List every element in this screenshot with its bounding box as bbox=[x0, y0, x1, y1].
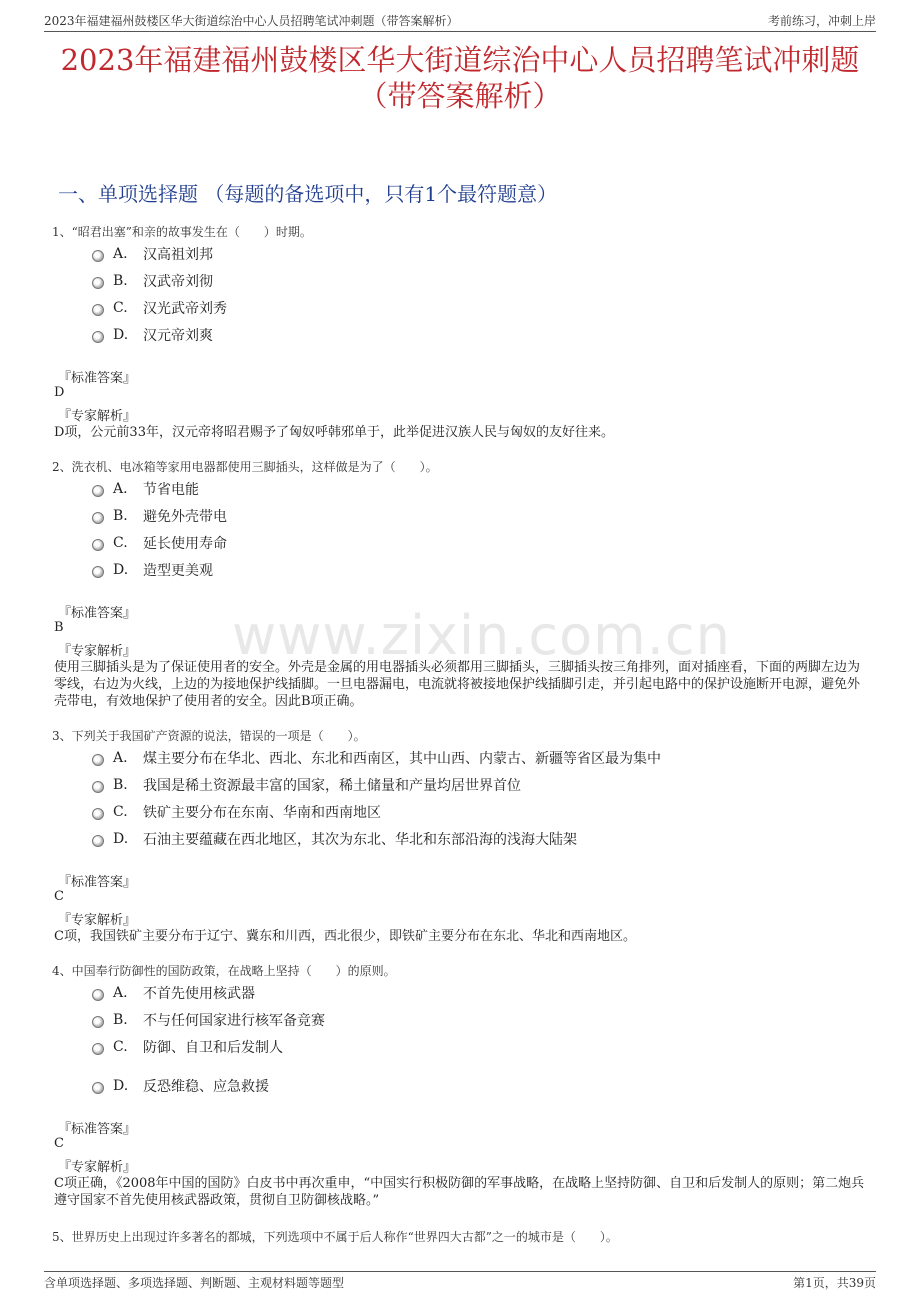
option-4b[interactable]: B. 不与任何国家进行核军备竞赛 bbox=[92, 1010, 325, 1030]
radio-icon[interactable] bbox=[92, 1043, 104, 1055]
option-1d[interactable]: D. 汉元帝刘爽 bbox=[92, 325, 213, 345]
radio-icon[interactable] bbox=[92, 304, 104, 316]
radio-icon[interactable] bbox=[92, 539, 104, 551]
answer-label: 『标准答案』 bbox=[58, 606, 137, 621]
radio-icon[interactable] bbox=[92, 250, 104, 262]
analysis-label: 『专家解析』 bbox=[58, 644, 137, 659]
footer-divider bbox=[44, 1271, 876, 1272]
option-1a[interactable]: A. 汉高祖刘邦 bbox=[92, 244, 213, 264]
watermark: www.zixin.com.cn bbox=[232, 604, 731, 667]
analysis-label: 『专家解析』 bbox=[58, 1160, 137, 1175]
option-2b[interactable]: B. 避免外壳带电 bbox=[92, 506, 227, 526]
question-1: 1、“昭君出塞”和亲的故事发生在（ ）时期。 bbox=[52, 225, 312, 239]
answer-value: D bbox=[54, 385, 65, 400]
radio-icon[interactable] bbox=[92, 566, 104, 578]
answer-label: 『标准答案』 bbox=[58, 875, 137, 890]
radio-icon[interactable] bbox=[92, 512, 104, 524]
radio-icon[interactable] bbox=[92, 485, 104, 497]
option-3d[interactable]: D. 石油主要蕴藏在西北地区，其次为东北、华北和东部沿海的浅海大陆架 bbox=[92, 829, 577, 849]
radio-icon[interactable] bbox=[92, 808, 104, 820]
answer-value: B bbox=[54, 620, 64, 635]
radio-icon[interactable] bbox=[92, 1016, 104, 1028]
analysis-label: 『专家解析』 bbox=[58, 913, 137, 928]
option-2c[interactable]: C. 延长使用寿命 bbox=[92, 533, 227, 553]
radio-icon[interactable] bbox=[92, 754, 104, 766]
radio-icon[interactable] bbox=[92, 989, 104, 1001]
page-title-line1: 2023年福建福州鼓楼区华大街道综治中心人员招聘笔试冲刺题 bbox=[60, 43, 860, 77]
option-1b[interactable]: B. 汉武帝刘彻 bbox=[92, 271, 213, 291]
analysis-label: 『专家解析』 bbox=[58, 409, 137, 424]
option-4c[interactable]: C. 防御、自卫和后发制人 bbox=[92, 1037, 283, 1057]
analysis-text: C项正确，《2008年中国的国防》白皮书中再次重申，“中国实行积极防御的军事战略，在战略上坚持防御、自卫和后发制人的原则；第二炮兵遵守国家不首先使用核武器政策，贯彻自卫防御核战略。” bbox=[54, 1176, 865, 1208]
question-4: 4、中国奉行防御性的国防政策，在战略上坚持（ ）的原则。 bbox=[52, 964, 396, 978]
radio-icon[interactable] bbox=[92, 835, 104, 847]
question-2: 2、洗衣机、电冰箱等家用电器都使用三脚插头，这样做是为了（ ）。 bbox=[52, 460, 438, 474]
answer-value: C bbox=[54, 1136, 64, 1151]
page-title-line2: （带答案解析） bbox=[358, 79, 562, 113]
option-2a[interactable]: A. 节省电能 bbox=[92, 479, 199, 499]
option-4d[interactable]: D. 反恐维稳、应急救援 bbox=[92, 1076, 269, 1096]
radio-icon[interactable] bbox=[92, 781, 104, 793]
option-1c[interactable]: C. 汉光武帝刘秀 bbox=[92, 298, 227, 318]
question-5: 5、世界历史上出现过许多著名的都城，下列选项中不属于后人称作“世界四大古都”之一的城市是（ ）。 bbox=[52, 1230, 618, 1244]
option-3b[interactable]: B. 我国是稀土资源最丰富的国家，稀土储量和产量均居世界首位 bbox=[92, 775, 521, 795]
option-3c[interactable]: C. 铁矿主要分布在东南、华南和西南地区 bbox=[92, 802, 381, 822]
option-3a[interactable]: A. 煤主要分布在华北、西北、东北和西南区，其中山西、内蒙古、新疆等省区最为集中 bbox=[92, 748, 661, 768]
option-4a[interactable]: A. 不首先使用核武器 bbox=[92, 983, 255, 1003]
answer-label: 『标准答案』 bbox=[58, 371, 137, 386]
radio-icon[interactable] bbox=[92, 331, 104, 343]
answer-value: C bbox=[54, 889, 64, 904]
page-number: 第1页，共39页 bbox=[793, 1276, 876, 1290]
header-slogan: 考前练习，冲刺上岸 bbox=[767, 14, 876, 28]
header-divider bbox=[44, 31, 876, 32]
option-2d[interactable]: D. 造型更美观 bbox=[92, 560, 213, 580]
analysis-text: C项，我国铁矿主要分布于辽宁、冀东和川西，西北很少，即铁矿主要分布在东北、华北和西南地区。 bbox=[54, 929, 636, 944]
page-title bbox=[0, 42, 920, 114]
radio-icon[interactable] bbox=[92, 277, 104, 289]
radio-icon[interactable] bbox=[92, 1082, 104, 1094]
footer-note: 含单项选择题、多项选择题、判断题、主观材料题等题型 bbox=[44, 1276, 345, 1290]
question-3: 3、下列关于我国矿产资源的说法，错误的一项是（ ）。 bbox=[52, 729, 366, 743]
section-heading: 一、单项选择题 （每题的备选项中，只有1个最符题意） bbox=[58, 182, 558, 206]
answer-label: 『标准答案』 bbox=[58, 1122, 137, 1137]
analysis-text: D项，公元前33年，汉元帝将昭君赐予了匈奴呼韩邪单于，此举促进汉族人民与匈奴的友好往来。 bbox=[54, 425, 614, 440]
analysis-text: 使用三脚插头是为了保证使用者的安全。外壳是金属的用电器插头必须都用三脚插头，三脚插头按三角排列，面对插座看，下面的两脚左边为零线，右边为火线，上边的为接地保护线插脚。一旦电器漏电，电流就将被接地保护线插脚引走，并引起电路中的保护设施断开电源，避免外壳带电，有效地保护了使用者的安全。因此B项正确。 bbox=[54, 660, 861, 709]
header-title: 2023年福建福州鼓楼区华大街道综治中心人员招聘笔试冲刺题（带答案解析） bbox=[44, 14, 459, 28]
